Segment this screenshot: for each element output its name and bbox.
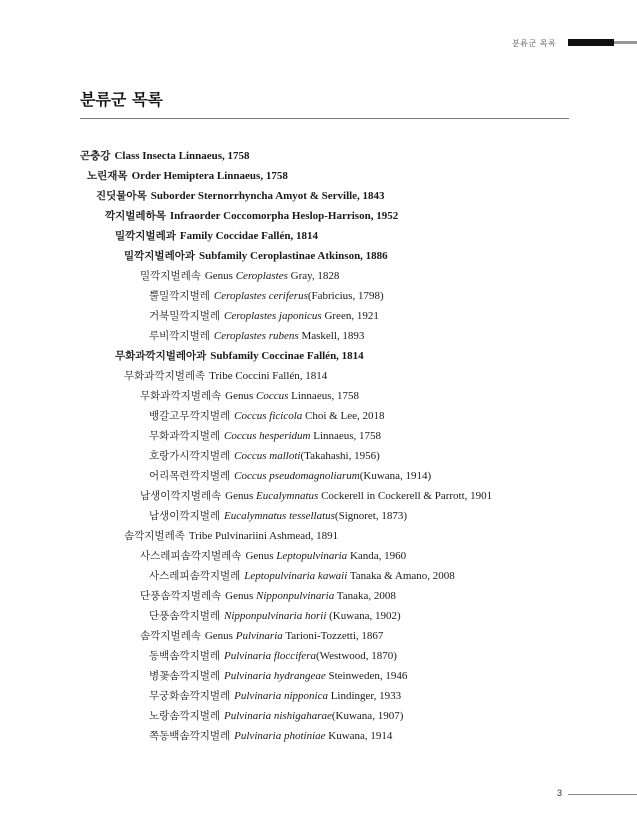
scientific-name: Coccus ficicola	[234, 410, 303, 422]
taxon-row	[0, 286, 637, 306]
scientific-name: Eucalymnatus tessellatus	[224, 510, 335, 522]
taxon-korean-name: 솜깍지벌레족	[124, 530, 185, 542]
taxon-row	[0, 686, 637, 706]
taxon-row	[0, 726, 637, 746]
header-bar	[568, 39, 614, 46]
taxon-korean-name: 동백솜깍지벌레	[149, 650, 221, 662]
taxon-authority: Tanaka & Amano, 2008	[347, 570, 455, 582]
scientific-name: Ceroplastes	[235, 270, 288, 282]
taxon-korean-name: 사스레피솜깍지벌레	[149, 570, 241, 582]
taxon-row	[0, 386, 637, 406]
taxon-authority: Steinweden, 1946	[325, 670, 408, 682]
taxon-korean-name: 남생이깍지벌레속	[140, 490, 222, 502]
taxon-korean-name: 밀깍지벌레속	[140, 270, 201, 282]
taxon-korean-name: 무화과깍지벌레아과	[115, 350, 207, 362]
taxon-authority: Genus	[225, 390, 257, 402]
scientific-name: Ceroplastes japonicus	[224, 310, 322, 322]
taxon-authority: Order Hemiptera Linnaeus, 1758	[131, 170, 288, 182]
taxon-authority: (Kuwana, 1902)	[326, 610, 401, 622]
taxon-korean-name: 호랑가시깍지벌레	[149, 450, 231, 462]
taxon-row	[0, 186, 637, 206]
taxon-authority: Suborder Sternorrhyncha Amyot & Serville, 1843	[150, 190, 385, 202]
taxon-row	[0, 266, 637, 286]
taxon-korean-name: 무화과깍지벌레속	[140, 390, 222, 402]
scientific-name: Pulvinaria nipponica	[234, 690, 328, 702]
page-number: 3	[557, 788, 563, 798]
taxon-korean-name: 곤충강	[80, 150, 111, 162]
scientific-name: Ceroplastes rubens	[213, 330, 299, 342]
scientific-name: Pulvinaria	[235, 630, 283, 642]
taxon-korean-name: 단풍솜깍지벌레속	[140, 590, 222, 602]
taxon-authority: (Westwood, 1870)	[315, 650, 397, 662]
taxon-authority: (Takahashi, 1956)	[300, 450, 380, 462]
taxon-authority: Lindinger, 1933	[327, 690, 402, 702]
scientific-name: Nipponpulvinaria	[256, 590, 335, 602]
taxon-row	[0, 446, 637, 466]
running-head: 분류군 목록	[512, 39, 557, 48]
scientific-name: Coccus hesperidum	[224, 430, 311, 442]
taxon-korean-name: 노랑솜깍지벌레	[149, 710, 221, 722]
taxon-korean-name: 단풍솜깍지벌레	[149, 610, 221, 622]
taxon-authority: Tarioni-Tozzetti, 1867	[282, 630, 384, 642]
taxa-list	[0, 146, 637, 746]
taxon-row	[0, 606, 637, 626]
scientific-name: Leptopulvinaria	[276, 550, 348, 562]
scientific-name: Pulvinaria floccifera	[224, 650, 316, 662]
taxon-row	[0, 706, 637, 726]
taxon-row	[0, 206, 637, 226]
taxon-korean-name: 남생이깍지벌레	[149, 510, 221, 522]
scientific-name: Pulvinaria nishigaharae	[224, 710, 332, 722]
taxon-row	[0, 586, 637, 606]
taxon-korean-name: 루비깍지벌레	[149, 330, 210, 342]
taxon-row	[0, 346, 637, 366]
taxon-authority: Genus	[204, 270, 236, 282]
taxon-authority: Linnaeus, 1758	[310, 430, 382, 442]
scientific-name: Ceroplastes ceriferus	[213, 290, 308, 302]
taxon-authority: Green, 1921	[321, 310, 379, 322]
footer-rule	[568, 794, 637, 795]
taxon-authority: (Kuwana, 1907)	[331, 710, 404, 722]
scientific-name: Leptopulvinaria kawaii	[244, 570, 348, 582]
taxon-authority: Kanda, 1960	[347, 550, 407, 562]
taxon-authority: Genus	[245, 550, 277, 562]
scientific-name: Eucalymnatus	[256, 490, 319, 502]
scientific-name: Pulvinaria hydrangeae	[224, 670, 326, 682]
taxon-row	[0, 246, 637, 266]
taxon-authority: Tribe Pulvinariini Ashmead, 1891	[188, 530, 339, 542]
taxon-korean-name: 밀깍지벌레아과	[124, 250, 196, 262]
taxon-authority: Maskell, 1893	[298, 330, 365, 342]
taxon-authority: Choi & Lee, 2018	[302, 410, 385, 422]
taxon-row	[0, 506, 637, 526]
scientific-name: Coccus pseudomagnoliarum	[234, 470, 360, 482]
taxon-korean-name: 무궁화솜깍지벌레	[149, 690, 231, 702]
taxon-korean-name: 뱅갈고무깍지벌레	[149, 410, 231, 422]
taxon-korean-name: 무화과깍지벌레	[149, 430, 221, 442]
page-title: 분류군 목록	[80, 90, 163, 109]
taxon-authority: (Signoret, 1873)	[334, 510, 408, 522]
taxon-korean-name: 거북밀깍지벌레	[149, 310, 221, 322]
taxon-row	[0, 146, 637, 166]
taxon-authority: Class Insecta Linnaeus, 1758	[114, 150, 250, 162]
taxon-row	[0, 366, 637, 386]
taxon-authority: Genus	[204, 630, 236, 642]
taxon-authority: Subfamily Coccinae Fallén, 1814	[210, 350, 364, 362]
taxon-row	[0, 406, 637, 426]
taxon-authority: Kuwana, 1914	[325, 730, 393, 742]
taxon-korean-name: 병꽃솜깍지벌레	[149, 670, 221, 682]
taxon-row	[0, 326, 637, 346]
title-divider	[80, 118, 569, 119]
taxon-korean-name: 솜깍지벌레속	[140, 630, 201, 642]
taxon-authority: Linnaeus, 1758	[288, 390, 359, 402]
taxon-korean-name: 진딧물아목	[96, 190, 147, 202]
taxon-row	[0, 486, 637, 506]
taxon-row	[0, 306, 637, 326]
taxon-authority: Genus	[225, 590, 257, 602]
scientific-name: Nipponpulvinaria horii	[224, 610, 327, 622]
taxon-korean-name: 깍지벌레하목	[105, 210, 166, 222]
scientific-name: Pulvinaria photiniae	[234, 730, 326, 742]
taxon-row	[0, 526, 637, 546]
taxon-row	[0, 546, 637, 566]
taxon-row	[0, 666, 637, 686]
taxon-korean-name: 어리목련깍지벌레	[149, 470, 231, 482]
taxon-korean-name: 쪽동백솜깍지벌레	[149, 730, 231, 742]
scientific-name: Coccus	[256, 390, 289, 402]
taxon-row	[0, 226, 637, 246]
taxon-row	[0, 426, 637, 446]
taxon-korean-name: 사스레피솜깍지벌레속	[140, 550, 242, 562]
taxon-korean-name: 무화과깍지벌레족	[124, 370, 206, 382]
taxon-authority: Cockerell in Cockerell & Parrott, 1901	[318, 490, 493, 502]
taxon-row	[0, 166, 637, 186]
taxon-authority: Gray, 1828	[287, 270, 340, 282]
taxon-authority: Tanaka, 2008	[334, 590, 396, 602]
taxon-authority: (Fabricius, 1798)	[307, 290, 384, 302]
header-bar-accent	[614, 41, 637, 44]
scientific-name: Coccus malloti	[234, 450, 301, 462]
taxon-authority: Subfamily Ceroplastinae Atkinson, 1886	[199, 250, 388, 262]
taxon-row	[0, 566, 637, 586]
taxon-authority: Genus	[225, 490, 257, 502]
taxon-authority: Tribe Coccini Fallén, 1814	[209, 370, 328, 382]
taxon-authority: (Kuwana, 1914)	[359, 470, 432, 482]
taxon-row	[0, 626, 637, 646]
taxon-korean-name: 노린재목	[87, 170, 128, 182]
taxon-row	[0, 646, 637, 666]
taxon-authority: Infraorder Coccomorpha Heslop-Harrison, 1952	[169, 210, 399, 222]
taxon-row	[0, 466, 637, 486]
taxon-authority: Family Coccidae Fallén, 1814	[179, 230, 318, 242]
taxon-korean-name: 뿔밀깍지벌레	[149, 290, 210, 302]
taxon-korean-name: 밀깍지벌레과	[115, 230, 176, 242]
